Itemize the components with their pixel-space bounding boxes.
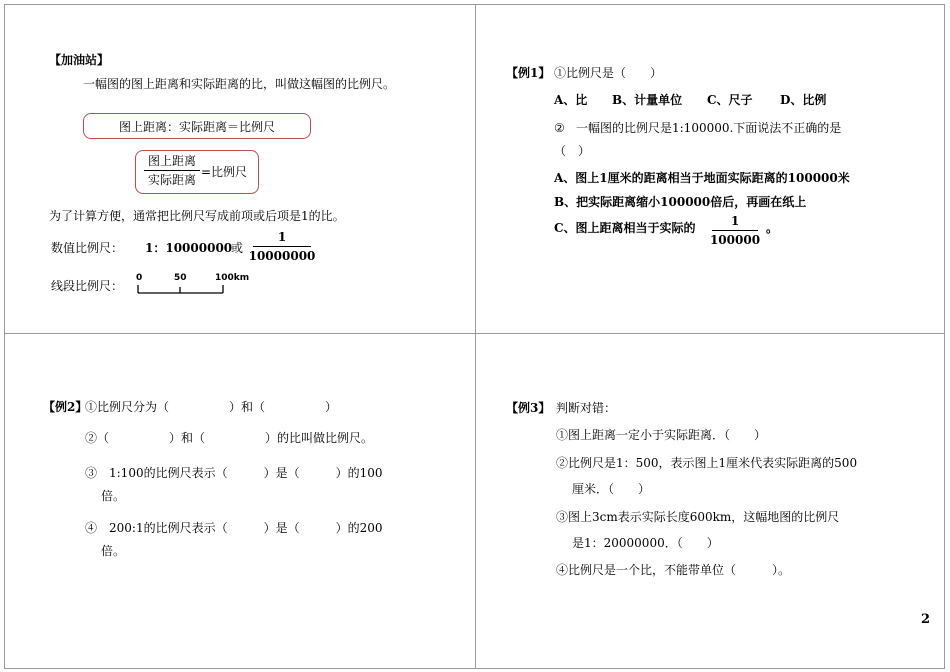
- example2-line3-cont: 倍。: [101, 489, 126, 503]
- fraction-bar: [144, 170, 200, 171]
- example1-q2-text: 一幅图的比例尺是1:100000.下面说法不正确的是: [576, 121, 842, 135]
- q2-option-c-end: 。: [766, 221, 779, 235]
- example1-q2-paren: （ ）: [554, 144, 591, 158]
- option-c-frac-bar: [712, 230, 758, 231]
- scale-tick-0: 0: [136, 273, 143, 283]
- line-scale-label: 线段比例尺：: [51, 279, 124, 293]
- numeric-frac-num: 1: [277, 230, 287, 244]
- example3-line1: ①图上距离一定小于实际距离．（ ）: [556, 428, 767, 442]
- example3-line2-cont: 厘米．（ ）: [572, 482, 651, 496]
- q2-option-a: A、图上1厘米的距离相当于地面实际距离的100000米: [554, 171, 850, 185]
- numeric-scale-value: 1：10000000: [145, 241, 233, 255]
- convenience-text: 为了计算方便，通常把比例尺写成前项或后项是1的比。: [49, 209, 345, 223]
- example1-q2-number: ②: [554, 121, 565, 135]
- slide-top-left: [4, 4, 476, 334]
- scale-tick-100km: 100km: [215, 273, 250, 283]
- example1-label: 【例1】: [506, 66, 551, 80]
- example3-label: 【例3】: [506, 401, 551, 415]
- numeric-scale-label: 数值比例尺：: [51, 241, 124, 255]
- slide-bottom-right: [475, 333, 945, 669]
- scale-tick-50: 50: [174, 273, 187, 283]
- definition-text: 一幅图的图上距离和实际距离的比，叫做这幅图的比例尺。: [83, 77, 396, 91]
- example2-line1: ①比例尺分为（ ）和（ ）: [85, 400, 338, 414]
- example1-q1: ①比例尺是（ ）: [554, 66, 663, 80]
- example2-line2: ②（ ）和（ ）的比叫做比例尺。: [85, 431, 374, 445]
- q2-option-b: B、把实际距离缩小100000倍后，再画在纸上: [554, 195, 807, 209]
- example3-line2: ②比例尺是1：500，表示图上1厘米代表实际距离的500: [556, 456, 858, 470]
- q1-option-c: C、尺子: [707, 93, 753, 107]
- fraction-denominator: 实际距离: [147, 173, 196, 188]
- numeric-frac-den: 10000000: [248, 249, 316, 264]
- example2-label: 【例2】: [43, 400, 88, 414]
- example2-line4: ④ 200:1的比例尺表示（ ）是（ ）的200: [85, 521, 383, 535]
- formula-text: 图上距离：实际距离＝比例尺: [118, 119, 275, 134]
- q1-option-b: B、计量单位: [612, 93, 683, 107]
- q1-option-d: D、比例: [780, 93, 827, 107]
- page-number: 2: [921, 612, 931, 627]
- example3-title: 判断对错：: [556, 401, 617, 415]
- heading-jiayouzhan: 【加油站】: [49, 53, 110, 67]
- example2-line3: ③ 1:100的比例尺表示（ ）是（ ）的100: [85, 466, 383, 480]
- fraction-formula: [144, 154, 200, 188]
- slide-top-right: [475, 4, 945, 334]
- line-scale-bar: [135, 283, 227, 295]
- option-c-frac-num: 1: [730, 214, 740, 228]
- example3-line3: ③图上3cm表示实际长度600km，这幅地图的比例尺: [556, 510, 840, 524]
- fraction-numerator: 图上距离: [147, 154, 196, 168]
- q2-option-c-fraction: [709, 214, 761, 248]
- fraction-result: =比例尺: [201, 165, 248, 179]
- q2-option-c: C、图上距离相当于实际的: [554, 221, 696, 235]
- numeric-frac-bar: [253, 246, 311, 247]
- example3-line4: ④比例尺是一个比，不能带单位（ ）。: [556, 563, 791, 577]
- q1-option-a: A、比: [554, 93, 588, 107]
- example2-line4-cont: 倍。: [101, 544, 126, 558]
- option-c-frac-den: 100000: [709, 233, 761, 248]
- example3-line3-cont: 是1：20000000．（ ）: [572, 536, 719, 550]
- or-text: 或: [231, 241, 244, 255]
- slide-bottom-left: [4, 333, 476, 669]
- numeric-scale-fraction: [248, 230, 316, 264]
- formula-box: [83, 113, 311, 139]
